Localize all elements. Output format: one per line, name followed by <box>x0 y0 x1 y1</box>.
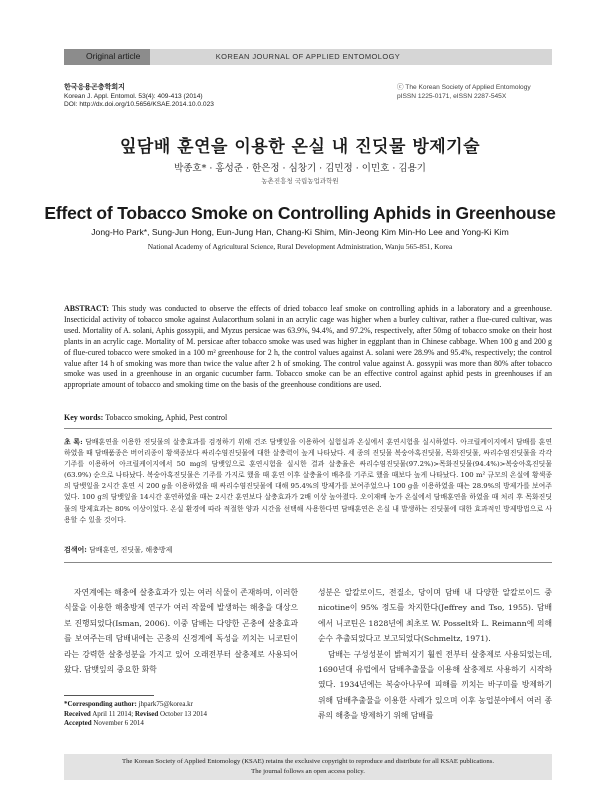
abstract-label: ABSTRACT: <box>64 304 110 313</box>
journal-header-bar <box>64 49 552 65</box>
keywords-kr-text: 담배훈연, 진딧물, 해충방제 <box>89 546 173 554</box>
accepted-label: Accepted <box>64 719 92 728</box>
footer-line-1: The Korean Society of Applied Entomology (KSAE) retains the exclusive copyright to reproduce and distribute for all KSAE publications. <box>122 758 494 765</box>
abstract-english <box>64 304 552 391</box>
doi-link[interactable]: DOI: http://dx.doi.org/10.5656/KSAE.2014.10.0.023 <box>64 101 214 109</box>
abstract-text: This study was conducted to observe the effects of dried tobacco leaf smoke on controlling aphids in a laboratory and a greenhouse. Insecticidal activity of tobacco smoke against Aulacorthum solani in an acrylic cage was higher when a burley cultivar, rather a flue-cured cultivar, was used. Mortality of A. solani, Aphis gossypii, and Myzus persicae was 63.9%, 94.4%, and 97.2%, respectively, after 50mg of tobacco smoke on their host plants in an acrylic cage. Mortality of M. persicae after tobacco smoke was used was higher in eggplant than in Chinese cabbage. When 100 g and 200 g of flue-cured tobacco were smoked in a 100 m² greenhouse for 2 h, the control values against A. solani were 28.9% and 95.4%, respectively; the control value after 14 h of smoking was more than twice the value after 2 h of smoking. The control value against A. gossypii was more than 80% after tobacco smoke was used in a greenhouse in an organic cucumber farm. Tobacco smoke can be an effective control against aphid pests in greenhouses if an appropriate amount of tobacco and smoking time on the basis of the greenhouse conditions are used. <box>64 304 552 390</box>
footnote-rule <box>64 695 154 696</box>
body-paragraph: 담배는 구성성분이 밝혀지기 훨씬 전부터 살충제로 사용되었는데, 1690년대 유럽에서 담배추출물을 이용해 살충제로 사용하기 시작하였다. 1934년에는 복숭아나무에 피해를 끼치는 바구미를 방제하기 위해 담배추출물을 이용한 사례가 있으며 이후 농업분야에서 여러 종류의 해충을 방제하기 위해 담배를 <box>318 649 552 721</box>
abstract-kr-text: 담배훈연을 이용한 진딧물의 살충효과를 검정하기 위해 건조 담뱃잎을 이용하여 실험실과 온실에서 훈연시험을 실시하였다. 아크릴케이지에서 담배를 훈연하였을 때 담배품종은 버어리종이 황색종보다 싸리수염진딧물에 대한 살충력이 높게 나타났다. 세 종의 진딧물 복숭아혹진딧물, 목화진딧물, 싸리수염진딧물을 각각 기주를 이용하여 아크릴케이지에서 50 mg의 담뱃잎으로 훈연시험을 실시한 결과 살충율은 싸리수염진딧물(97.2%)>목화진딧물(94.4%)>복숭아혹진딧물(63.9%) 순으로 나타났다. 복숭아혹진딧물은 기주를 가지로 했을 때 훈연 이후 살충율이 배추를 기주로 했을 때보다 높게 나타났다. 100 m² 규모의 온실에 황색종의 담뱃잎을 2시간 훈연 시 200 g을 이용하였을 때 싸리수염진딧물에 대해 95.4%의 방제가를 보여주었으나 100 g을 이용하였을 때는 28.9%의 방제가를 보여주었다. 100 g의 담뱃잎을 14시간 훈연하였을 때는 2시간 훈연보다 살충효과가 2배 이상 높아졌다. 오이재배 농가 온실에서 담배훈연을 하였을 때 처리 후 목화진딧물의 방제효과는 80% 이상이었다. 온실 환경에 따라 적절한 양과 시간을 선택해 사용한다면 담배훈연은 온실 내 발생하는 진딧물에 대한 효과적인 방제방법으로 사용할 수 있을 것이다. <box>64 438 552 524</box>
affiliation-english: National Academy of Agricultural Science, Rural Development Administration, Wanju 565-851, Korea <box>147 242 453 251</box>
received-revised <box>64 710 298 720</box>
issn-line: pISSN 1225-0171, eISSN 2287-545X <box>397 92 507 100</box>
authors-korean: 박종호* · 홍성준 · 한은정 · 심창기 · 김민정 · 이민호 · 김용기 <box>174 163 426 174</box>
title-korean: 잎담배 훈연을 이용한 온실 내 진딧물 방제기술 <box>119 137 481 157</box>
copyright-footer <box>64 754 552 780</box>
keywords-korean <box>64 545 552 555</box>
received-date: April 11 2014; <box>92 709 134 718</box>
received-label: Received <box>64 709 91 718</box>
title-english: Effect of Tobacco Smoke on Controlling Aphids in Greenhouse <box>44 203 556 223</box>
copyright-society: ⓒ The Korean Society of Applied Entomology <box>397 84 531 91</box>
footer-line-2: The journal follows an open access policy. <box>251 767 365 775</box>
footnote <box>64 700 298 729</box>
body-paragraph: 성분은 알칼로이드, 전질소, 당이며 담배 내 다양한 알칼로이드 중 nicotine이 95% 정도를 차지한다(Jeffrey and Tso, 1955). 담배에서 니코틴은 1828년에 최초로 W. Posselt와 L. Reimann에 의해 순수 추출되었다고 보고되었다(Schmeltz, 1971). <box>318 588 552 644</box>
abstract-korean <box>64 437 552 526</box>
journal-name-kr: 한국응용곤충학회지 <box>64 84 125 91</box>
accepted-date: November 6 2014 <box>93 719 144 728</box>
article-type-label: Original article <box>86 51 141 61</box>
revised-date: October 13 2014 <box>160 709 208 718</box>
keywords-label: Key words: <box>64 413 104 422</box>
accepted <box>64 719 298 729</box>
corr-label: *Corresponding author: <box>64 700 137 708</box>
section-divider <box>64 562 552 563</box>
affiliation-korean: 농촌진흥청 국립농업과학원 <box>261 177 339 185</box>
keywords-text: Tobacco smoking, Aphid, Pest control <box>105 413 228 422</box>
keywords-kr-label: 검색어: <box>64 545 87 554</box>
body-paragraph: 자연계에는 해충에 살충효과가 있는 여러 식물이 존재하며, 이러한 식물을 이용한 해충방제 연구가 여러 작물에 발생하는 해충을 대상으로 진행되었다(Isman, 2006). 이중 담배는 다양한 곤충에 살충효과를 보여주는데 담배내에는 곤충의 신경계에 독성을 끼치는 니코틴이라는 강력한 살충성분을 가지고 있어 오래전부터 살충제로 사용되어 왔다. 담뱃잎의 중요한 화학 <box>64 588 298 675</box>
revised-label: Revised <box>134 709 159 718</box>
journal-name: KOREAN JOURNAL OF APPLIED ENTOMOLOGY <box>215 52 401 61</box>
corr-email[interactable]: jhpark75@korea.kr <box>138 700 194 708</box>
body-column-right <box>318 585 552 724</box>
citation-block <box>64 84 214 110</box>
corresponding-author <box>64 700 298 710</box>
abstract-kr-label: 초 록: <box>64 438 83 446</box>
authors-english: Jong-Ho Park*, Sung-Jun Hong, Eun-Jung Han, Chang-Ki Shim, Min-Jeong Kim Min-Ho Lee and Yong-Ki Kim <box>91 227 509 237</box>
section-divider <box>64 428 552 429</box>
keywords-english <box>64 413 552 422</box>
citation-ref: Korean J. Appl. Entomol. 53(4): 409-413 (2014) <box>64 92 203 100</box>
copyright-block <box>397 84 531 101</box>
body-column-left <box>64 585 298 677</box>
